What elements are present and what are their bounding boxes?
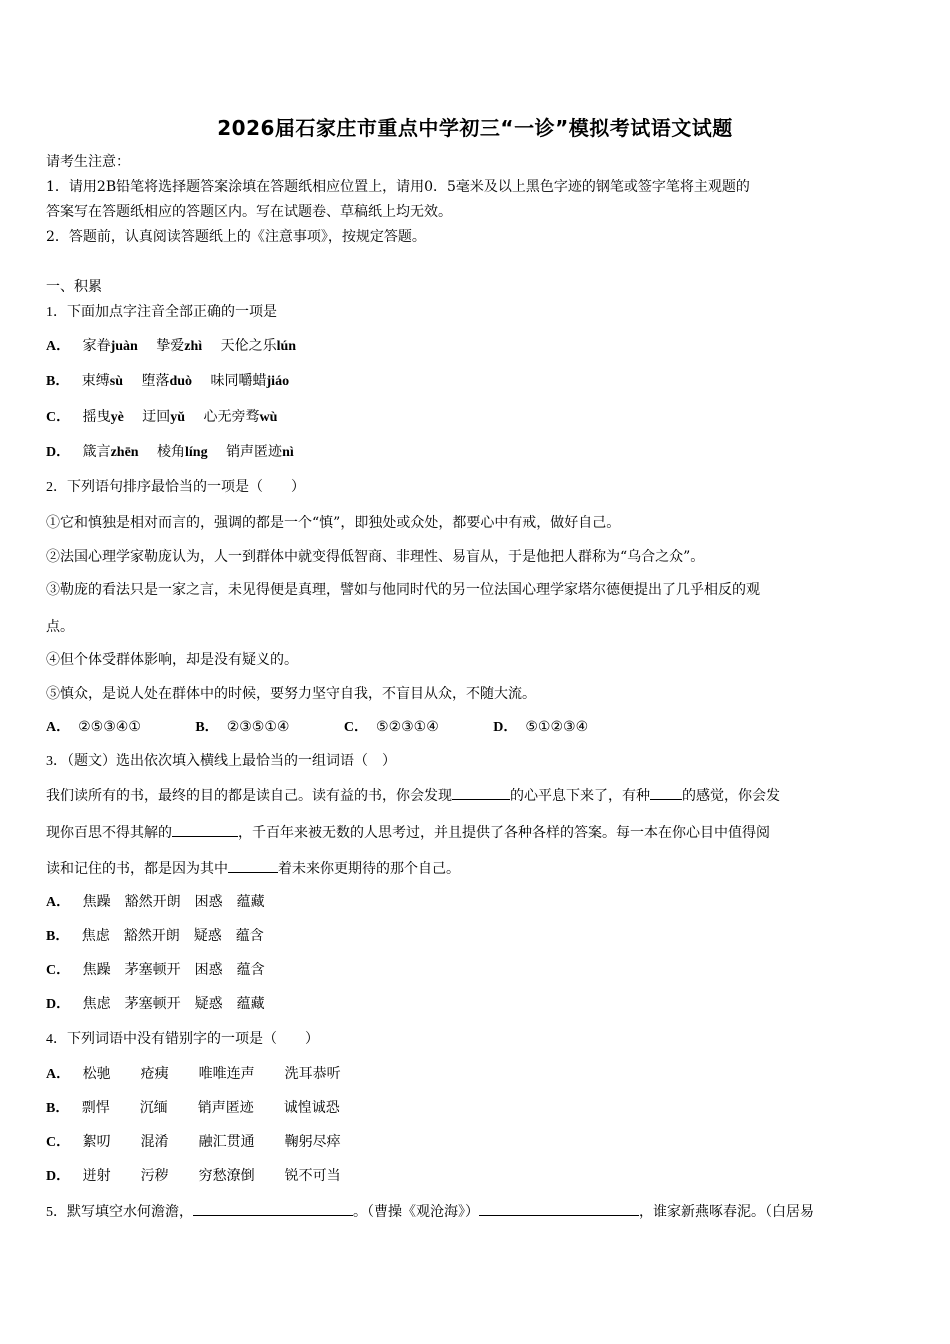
passage-text: 的心平息下来了，有种 [510,788,650,804]
question-number: 4． [46,1032,67,1047]
word: 茅塞顿开 [124,996,181,1012]
question-5 [46,1201,906,1223]
word: 天伦之乐 [220,338,277,354]
word: 沉缅 [139,1100,168,1116]
option-label: C． [46,410,71,425]
q3-option-d [46,994,279,1015]
word: 堕落 [141,373,170,389]
question-3 [46,751,906,772]
q2-choices [46,717,638,738]
word: 箴言 [82,444,111,460]
notice-item-1: 1．请用2B铅笔将选择题答案涂填在答题纸相应位置上，请用0．5毫米及以上黑色字迹的钢笔或签字笔将主观题的 [46,179,750,195]
q3-passage-line-1 [46,785,906,806]
pinyin: lún [276,339,297,354]
q2-sentence-1: ①它和慎独是相对而言的，强调的都是一个“慎”，即独处或众处，都要心中有戒，做好自己。 [46,515,621,531]
q1-option-a [46,336,310,357]
q2-sentence-5: ⑤慎众，是说人处在群体中的时候，要努力坚守自我，不盲目从众，不随大流。 [46,686,536,702]
q2-sentence-2: ②法国心理学家勒庞认为，人一到群体中就变得低智商、非理性、易盲从，于是他把人群称为“乌合之众”。 [46,549,705,565]
q3-passage-line-3 [46,858,906,879]
word: 蕴藏 [236,996,265,1012]
option-label: B． [195,720,219,735]
pinyin: zhì [184,339,203,354]
q1-option-c [46,407,291,428]
q3-option-c [46,960,279,981]
word: 蕴藏 [236,894,265,910]
word: 焦虑 [81,928,110,944]
q4-option-a [46,1064,371,1085]
q2-sentence-3-cont: 点。 [46,619,74,635]
option-label: A． [46,895,71,910]
pinyin: sù [109,374,124,389]
q2-sentence-4: ④但个体受群体影响，却是没有疑义的。 [46,652,298,668]
passage-text: ，千百年来被无数的人思考过，并且提供了各种各样的答案。每一本在你心目中值得阅 [238,825,770,841]
word: 疮痍 [140,1066,169,1082]
word: 困惑 [194,962,223,978]
fill-blank [172,822,238,837]
option-label: B． [46,929,70,944]
option-label: A． [46,1067,71,1082]
word: 蕴含 [236,962,265,978]
passage-text: 现你百思不得其解的 [46,825,172,841]
word: 迸射 [82,1168,111,1184]
notice-item-2: 2．答题前，认真阅读答题纸上的《注意事项》，按规定答题。 [46,229,426,245]
option-label: D． [46,445,71,460]
pinyin: wù [259,410,278,425]
word: 诚惶诚恐 [283,1100,340,1116]
word: 摇曳 [82,409,111,425]
question-number: 5． [46,1205,67,1220]
page-title: 2026届石家庄市重点中学初三“一诊”模拟考试语文试题 [217,116,733,140]
word: 心无旁骛 [203,409,260,425]
question-number: 2． [46,480,67,495]
word: 束缚 [81,373,110,389]
word: 融汇贯通 [198,1134,255,1150]
option-label: B． [46,1101,70,1116]
word: 焦躁 [82,894,111,910]
word: 鞠躬尽瘁 [284,1134,341,1150]
fill-blank [650,785,682,800]
word: 疑惑 [193,928,222,944]
question-1 [46,302,906,323]
q3-option-a [46,892,279,913]
pinyin: zhēn [110,445,139,460]
notice-heading: 请考生注意： [46,154,130,170]
word: 混淆 [140,1134,169,1150]
question-stem: 下面加点字注音全部正确的一项是 [67,304,277,320]
option-label: D． [493,720,518,735]
word: 销声匿迹 [226,444,283,460]
q1-option-b [46,371,303,392]
word: 豁然开朗 [123,928,180,944]
option-label: C． [343,720,369,735]
question-text: ，谁家新燕啄春泥。（白居易 [639,1204,814,1220]
word: 困惑 [194,894,223,910]
pinyin: juàn [110,339,138,354]
passage-text: 的感觉，你会发 [682,788,780,804]
q3-option-b [46,926,278,947]
q4-option-b [46,1098,370,1119]
passage-text: 着未来你更期待的那个自己。 [278,861,460,877]
pinyin: duò [169,374,193,389]
word: 松驰 [82,1066,111,1082]
option-text: ②⑤③④① [78,719,141,735]
question-number: 1． [46,305,67,320]
pinyin: jiáo [266,374,290,389]
word: 絮叨 [82,1134,111,1150]
pinyin: líng [185,445,208,460]
question-4 [46,1029,906,1050]
q4-option-c [46,1132,371,1153]
pinyin: nì [282,445,294,460]
notice-item-1-cont: 答案写在答题纸相应的答题区内。写在试题卷、草稿纸上均无效。 [46,204,452,220]
word: 挚爱 [156,338,185,354]
question-number: 3． [46,754,67,769]
option-label: D． [46,997,71,1012]
word: 穷愁潦倒 [198,1168,255,1184]
word: 味同嚼蜡 [210,373,267,389]
option-text: ⑤②③①④ [376,719,439,735]
fill-blank [193,1201,353,1216]
question-stem: （题文）选出依次填入横线上最恰当的一组词语（ ） [67,753,396,769]
pinyin: yǔ [170,410,186,425]
option-text: ⑤①②③④ [525,719,589,735]
option-label: D． [46,1169,71,1184]
q4-option-d [46,1166,371,1187]
word: 销声匿迹 [197,1100,254,1116]
question-text: 默写填空水何澹澹， [67,1204,193,1220]
question-2 [46,477,906,498]
section-heading: 一、积累 [46,279,102,295]
word: 污秽 [140,1168,169,1184]
question-stem: 下列词语中没有错别字的一项是（ ） [67,1031,319,1047]
word: 家眷 [82,338,111,354]
q1-option-d [46,442,308,463]
option-label: A． [46,339,71,354]
word: 迂回 [142,409,171,425]
word: 洗耳恭听 [284,1066,341,1082]
word: 焦虑 [82,996,111,1012]
passage-text: 我们读所有的书，最终的目的都是读自己。读有益的书，你会发现 [46,788,452,804]
word: 唯唯连声 [198,1066,255,1082]
word: 疑惑 [194,996,223,1012]
word: 剽悍 [81,1100,110,1116]
q2-sentence-3: ③勒庞的看法只是一家之言，未见得便是真理，譬如与他同时代的另一位法国心理学家塔尔德便提出了几乎相反的观 [46,582,760,598]
passage-text: 读和记住的书，都是因为其中 [46,861,228,877]
pinyin: yè [110,410,124,425]
word: 茅塞顿开 [124,962,181,978]
q3-passage-line-2 [46,822,906,843]
option-label: A． [46,720,71,735]
question-text: 。（曹操《观沧海》） [353,1204,479,1220]
option-text: ②③⑤①④ [226,719,290,735]
word: 蕴含 [235,928,264,944]
word: 棱角 [157,444,186,460]
word: 豁然开朗 [124,894,181,910]
option-label: C． [46,1135,71,1150]
option-label: B． [46,374,70,389]
question-stem: 下列语句排序最恰当的一项是（ ） [67,479,305,495]
fill-blank [452,785,510,800]
word: 焦躁 [82,962,111,978]
fill-blank [479,1201,639,1216]
fill-blank [228,858,278,873]
option-label: C． [46,963,71,978]
word: 锐不可当 [284,1168,341,1184]
